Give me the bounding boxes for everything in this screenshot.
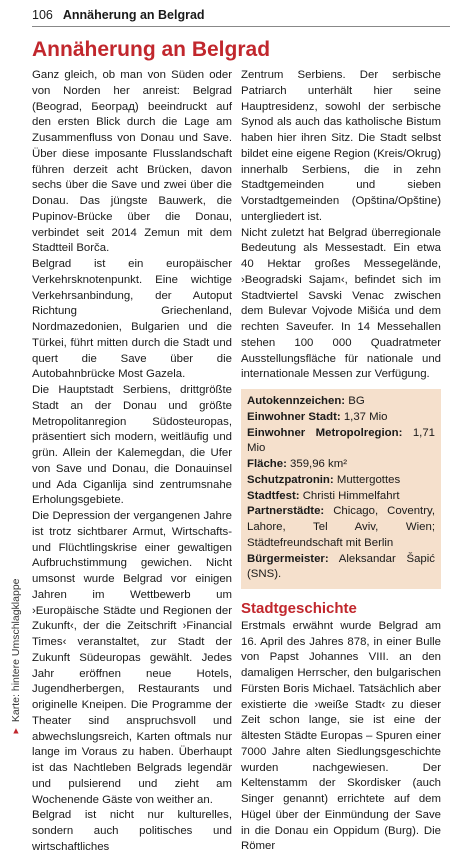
fact-key: Bürgermeister: (247, 552, 329, 565)
map-reference-text: Karte: hintere Umschlagklappe (10, 578, 22, 723)
fact-key: Fläche: (247, 458, 287, 470)
fact-value: 1,37 Mio (340, 410, 388, 423)
paragraph: Ganz gleich, ob man von Süden oder von Norden her anreist: Belgrad (Beograd, Београд) beeindruckt auf den ersten Blick durch die Lage am Zusammenfluss von Donau und Save. Über diese imposante Flusslandschaft führen derzeit acht Brücken, davon sechs über die Save und zwei über die Donau. Das jüngste Bauwerk, die Pupinov-Brücke über die Donau, verbindet seit 2014 Zemun mit dem Stadtteil Borča. (32, 69, 232, 255)
chapter-title: Annäherung an Belgrad (32, 38, 271, 61)
fact-row (247, 489, 435, 505)
page-number: 106 (32, 8, 53, 22)
map-reference-label (8, 565, 24, 735)
fact-row (247, 552, 435, 584)
fact-value: Chicago, Coventry, Lahore, Tel Aviv, Wien; Städtefreundschaft mit Berlin (247, 505, 435, 549)
fact-row (247, 410, 435, 426)
fact-box (241, 389, 441, 589)
fact-key: Schutzpatronin: (247, 473, 334, 486)
paragraph: Belgrad ist nicht nur kulturelles, sondern auch politisches und wirtschaftliches (32, 809, 232, 853)
fact-value: Aleksandar Šapić (SNS). (247, 552, 435, 581)
section-heading: Stadtgeschichte (241, 600, 357, 617)
fact-key: Einwohner Metropolregion: (247, 426, 403, 439)
fact-row (247, 504, 435, 551)
paragraph: Zentrum Serbiens. Der serbische Patriarch unterhält hier seine Hauptresidenz, sowohl der serbische Synod als auch das katholische Bistum haben hier ihren Sitz. Die Stadt selbst bildet eine eigene Region (Kreis/Okrug) innerhalb Serbiens, die in zehn Stadtgemeinden und sieben Vorstadtgemeinden (Opština/Opštine) untergliedert ist. (241, 69, 441, 223)
fact-row (247, 473, 435, 489)
fact-value: 1,71 Mio (247, 426, 435, 455)
paragraph: Die Hauptstadt Serbiens, drittgrößte Stadt an der Donau und größte Metropolitanregion Südosteuropas, präsentiert sich modern, weitläufig und grün. Allein der Kalemegdan, die Ufer von Save und Donau, die Donauinsel und Ada Ciganlija sind zentrumsnahe Erholungsgebiete. (32, 384, 232, 507)
right-column (241, 68, 441, 855)
fact-row (247, 457, 435, 473)
triangle-marker-icon: ▲ (11, 725, 21, 736)
page-header (32, 8, 450, 27)
fact-row (247, 426, 435, 458)
paragraph: Erstmals erwähnt wurde Belgrad am 16. April des Jahres 878, in einer Bulle von Papst Johannes VIII. an den damaligen Herrscher, den bulgarischen Fürsten Boris Michael. Tatsächlich aber existierte die ›weiße Stadt‹ zu dieser Zeit schon lange, sie ist eine der ältesten Städte Europas – Spuren einer 7000 Jahre alten Siedlungsgeschichte wurden nachgewiesen. Der Keltenstamm der Skordisker (auch Singer genannt) errichtete auf dem Hügel über der Einmündung der Save in die Donau ein Oppidum (Burg). Die Römer (241, 619, 441, 853)
paragraph: Belgrad ist ein europäischer Verkehrsknotenpunkt. Eine wichtige Verkehrsanbindung, der Autoput Richtung Griechenland, Nordmazedonien, Bulgarien und die Türkei, führt mitten durch die Stadt und quert die Save über die Autobahnbrücke Most Gazela. (32, 258, 232, 381)
fact-key: Stadtfest: (247, 489, 300, 502)
left-column (32, 68, 232, 856)
map-reference (8, 565, 24, 735)
fact-key: Autokennzeichen: (247, 395, 346, 407)
fact-value: Christi Himmelfahrt (299, 489, 400, 502)
paragraph: Nicht zuletzt hat Belgrad überregionale Bedeutung als Messestadt. Ein etwa 40 Hektar großes Messegelände, ›Beogradski Sajam‹, befindet sich im Stadtviertel Savski Venac zwischen dem Bulevar Vojvode Mišića und dem rechten Saveufer. In 14 Messehallen stehen 100 000 Quadratmeter Ausstellungsfläche für nationale und internationale Messen zur Verfügung. (241, 226, 441, 381)
paragraph: Die Depression der vergangenen Jahre ist trotz sichtbarer Armut, Wirtschafts- und Flüchtlingskrise einer gewaltigen Aufbruchstimmung gewichen. Nicht umsonst wurde Belgrad vor einigen Jahren im Wettbewerb um ›Europäische Städte und Regionen der Zukunft‹, der die Zeitschrift ›Financial Times‹ veranstaltet, zur Stadt der Zukunft Südeuropas gewählt. Jedes Jahr eröffnen neue Hotels, Jugendherbergen, Restaurants und originelle Kneipen. Die Programme der Theater sind anspruchsvoll und abwechslungsreich, Karten oftmals nur lange im Voraus zu haben. Überhaupt ist das Nachtleben Belgrads legendär und pulsierend und zieht am Wochenende Gäste von weither an. (32, 510, 232, 806)
fact-value: BG (345, 395, 365, 407)
fact-value: Muttergottes (333, 473, 401, 486)
running-title: Annäherung an Belgrad (62, 8, 205, 22)
fact-key: Partnerstädte: (247, 505, 325, 518)
fact-row (247, 394, 435, 410)
fact-key: Einwohner Stadt: (247, 410, 341, 423)
fact-value: 359,96 km² (286, 458, 348, 470)
